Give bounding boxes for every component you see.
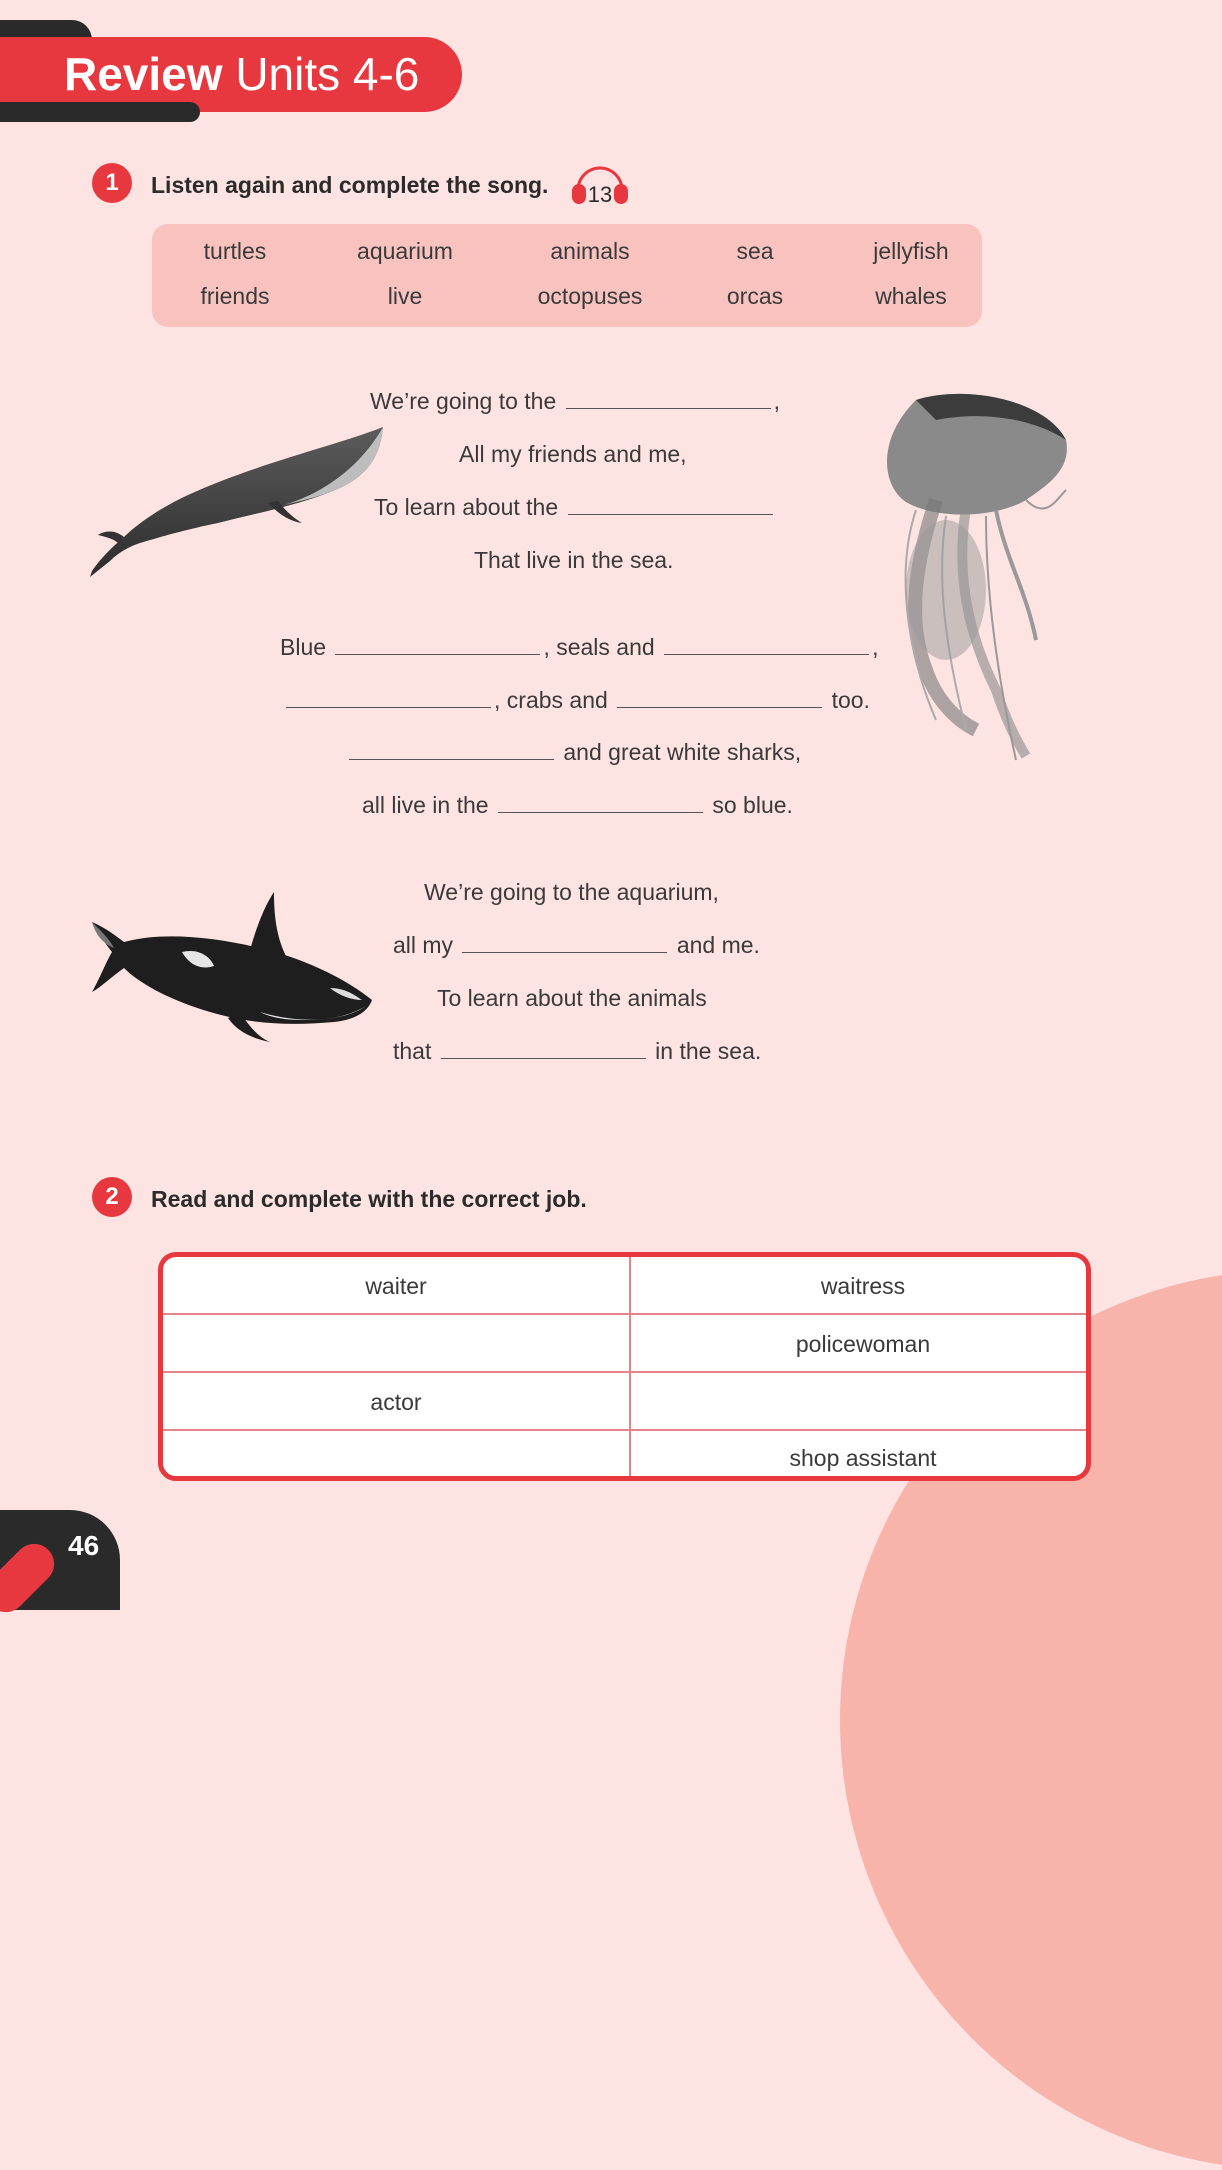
song-line <box>346 737 801 767</box>
table-cell-blank[interactable] <box>163 1429 629 1481</box>
song-text: all my <box>393 932 454 958</box>
page-title <box>64 46 419 102</box>
word-bank-item: friends <box>200 283 270 309</box>
answer-blank[interactable] <box>617 689 822 708</box>
answer-blank[interactable] <box>566 390 771 409</box>
song-text: in the sea. <box>655 1038 762 1064</box>
answer-blank[interactable] <box>286 689 491 708</box>
exercise-2-number: 2 <box>92 1177 132 1217</box>
table-cell: actor <box>370 1389 422 1415</box>
exercise-1-instruction: Listen again and complete the song. <box>151 172 549 198</box>
song-text: and great white sharks, <box>563 739 802 765</box>
song-text: We’re going to the <box>370 388 557 414</box>
answer-blank[interactable] <box>664 636 869 655</box>
song-text: Blue <box>280 634 327 660</box>
answer-blank[interactable] <box>498 794 703 813</box>
song-line <box>280 632 878 662</box>
orca-illustration <box>90 892 380 1042</box>
banner-accent-bottom <box>0 102 200 122</box>
song-line <box>393 930 760 960</box>
song-line <box>283 685 870 715</box>
song-text: , seals and <box>543 634 655 660</box>
song-line <box>393 1036 761 1066</box>
page-number: 46 <box>68 1530 100 1561</box>
song-line: We’re going to the aquarium, <box>424 879 719 905</box>
word-bank-item: orcas <box>726 283 784 309</box>
song-text: To learn about the <box>374 494 559 520</box>
answer-blank[interactable] <box>349 741 554 760</box>
headphones-icon[interactable] <box>570 160 630 206</box>
word-bank-item: live <box>387 283 423 309</box>
track-number: 13 <box>587 182 613 206</box>
table-cell: shop assistant <box>789 1445 937 1471</box>
table-cell-blank[interactable] <box>630 1373 1091 1431</box>
page-title-rest: Units 4-6 <box>235 48 420 100</box>
song-text: too. <box>831 687 870 713</box>
song-line <box>374 492 776 522</box>
song-text: , <box>773 388 781 414</box>
song-line: To learn about the animals <box>437 985 707 1011</box>
word-bank <box>152 224 982 327</box>
song-text: that <box>393 1038 432 1064</box>
song-text: , crabs and <box>494 687 608 713</box>
song-text: all live in the <box>362 792 489 818</box>
answer-blank[interactable] <box>568 496 773 515</box>
song-line: All my friends and me, <box>459 441 687 467</box>
word-bank-item: animals <box>550 238 630 264</box>
song-line: That live in the sea. <box>474 547 674 573</box>
table-cell: waiter <box>365 1273 427 1299</box>
answer-blank[interactable] <box>441 1040 646 1059</box>
song-line <box>362 790 793 820</box>
job-table <box>158 1252 1091 1481</box>
word-bank-item: octopuses <box>537 283 643 309</box>
song-text: , <box>872 634 879 660</box>
exercise-2-instruction: Read and complete with the correct job. <box>151 1186 587 1212</box>
song-text: and me. <box>676 932 760 958</box>
table-cell: policewoman <box>795 1331 931 1357</box>
word-bank-item: sea <box>736 238 774 264</box>
word-bank-item: aquarium <box>357 238 453 264</box>
song-text: so blue. <box>712 792 793 818</box>
exercise-1-number: 1 <box>92 163 132 203</box>
answer-blank[interactable] <box>335 636 540 655</box>
table-cell-blank[interactable] <box>163 1315 629 1373</box>
blue-whale-illustration <box>88 425 388 580</box>
word-bank-item: turtles <box>203 238 267 264</box>
table-cell: waitress <box>820 1273 906 1299</box>
word-bank-item: jellyfish <box>873 238 949 264</box>
page-title-bold: Review <box>64 48 223 100</box>
jellyfish-illustration <box>876 390 1076 762</box>
word-bank-item: whales <box>875 283 947 309</box>
answer-blank[interactable] <box>462 934 667 953</box>
song-line <box>370 386 780 416</box>
